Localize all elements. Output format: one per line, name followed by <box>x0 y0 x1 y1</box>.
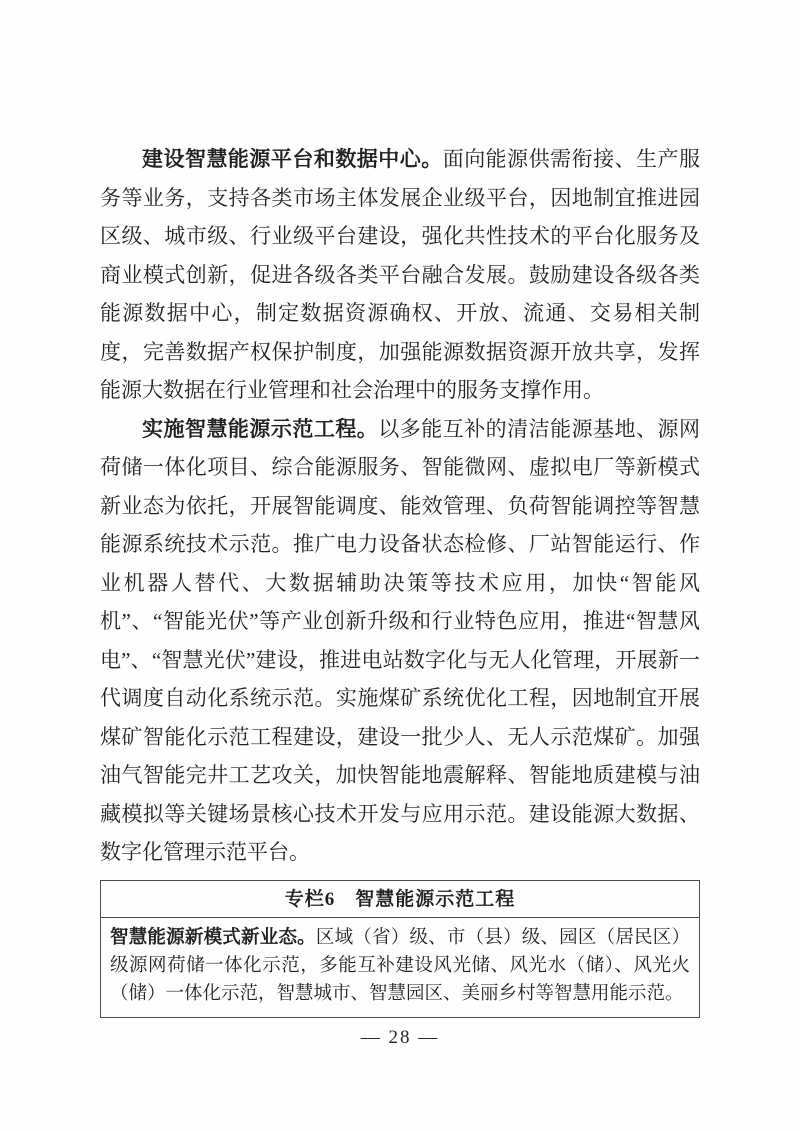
column-box-lead: 智慧能源新模式新业态。 <box>110 927 316 948</box>
paragraph <box>100 410 700 872</box>
paragraph-lead: 实施智慧能源示范工程。 <box>142 416 379 441</box>
column-box-title: 专栏6 智慧能源示范工程 <box>101 881 699 918</box>
column-box <box>100 880 700 1018</box>
page-number: — 28 — <box>360 1026 440 1048</box>
paragraph <box>100 140 700 410</box>
paragraph-body: 以多能互补的清洁能源基地、源网荷储一体化项目、综合能源服务、智能微网、虚拟电厂等新模式新业态为依托，开展智能调度、能效管理、负荷智能调控等智慧能源系统技术示范。推广电力设备状态检修、厂站智能运行、作业机器人替代、大数据辅助决策等技术应用，加快“智能风机”、“智能光伏”等产业创新升级和行业特色应用，推进“智慧风电”、“智慧光伏”建设，推进电站数字化与无人化管理，开展新一代调度自动化系统示范。实施煤矿系统优化工程，因地制宜开展煤矿智能化示范工程建设，建设一批少人、无人示范煤矿。加强油气智能完井工艺攻关，加快智能地震解释、智能地质建模与油藏模拟等关键场景核心技术开发与应用示范。建设能源大数据、数字化管理示范平台。 <box>100 416 700 864</box>
paragraph-body: 面向能源供需衔接、生产服务等业务，支持各类市场主体发展企业级平台，因地制宜推进园区级、城市级、行业级平台建设，强化共性技术的平台化服务及商业模式创新，促进各级各类平台融合发展。鼓励建设各级各类能源数据中心，制定数据资源确权、开放、流通、交易相关制度，完善数据产权保护制度，加强能源数据资源开放共享，发挥能源大数据在行业管理和社会治理中的服务支撑作用。 <box>100 147 700 402</box>
column-box-body <box>101 918 699 1017</box>
paragraph-lead: 建设智慧能源平台和数据中心。 <box>142 147 443 171</box>
column-box-text: 区域（省）级、市（县）级、园区（居民区）级源网荷储一体化示范，多能互补建设风光储、风光水（储）、风光火（储）一体化示范，智慧城市、智慧园区、美丽乡村等智慧用能示范。 <box>110 927 690 1004</box>
text-column <box>100 0 700 1049</box>
